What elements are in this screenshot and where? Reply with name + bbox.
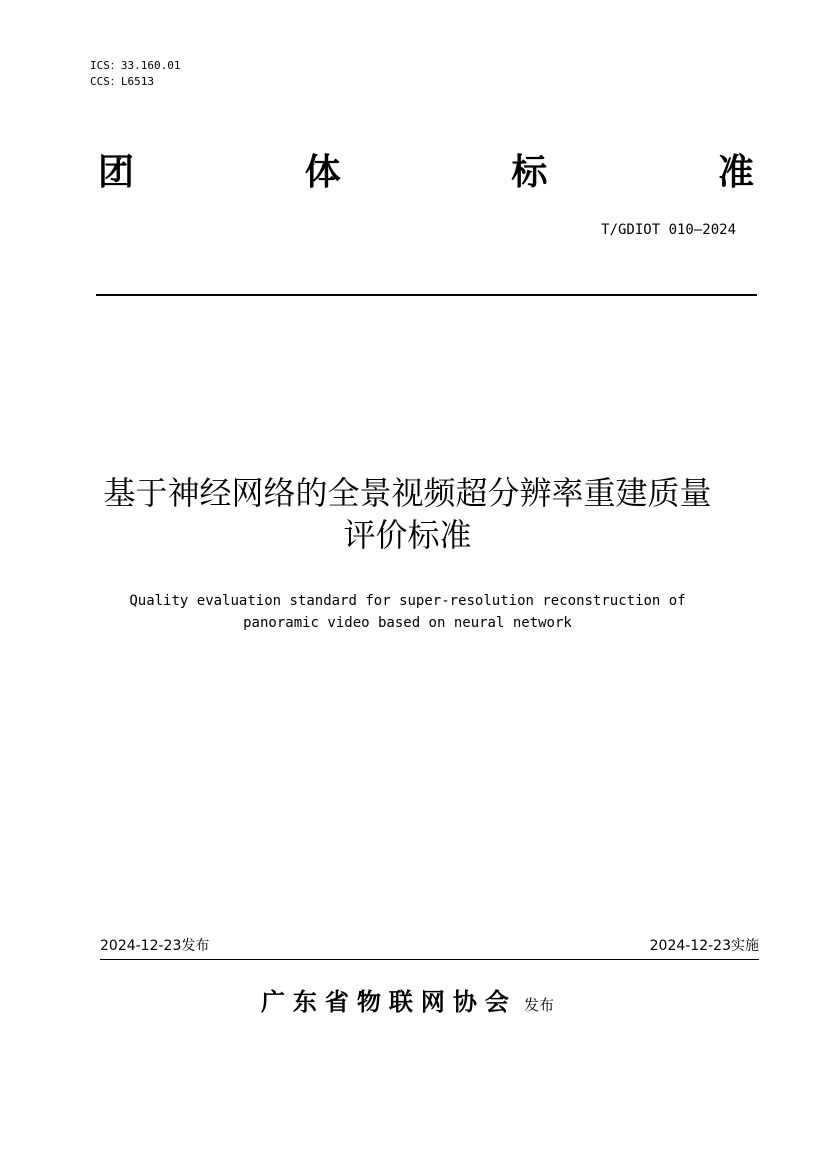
english-title-line: panoramic video based on neural network [243,615,572,631]
english-title-line: Quality evaluation standard for super-resolution reconstruction of [129,593,686,609]
publisher-line [40,982,775,1017]
english-title [40,590,775,634]
ccs-code: CCS：L6513 [90,75,154,88]
doc-type-char: 准 [717,151,754,193]
chinese-title-line: 基于神经网络的全景视频超分辨率重建质量 [103,474,712,512]
chinese-title-line: 评价标准 [343,516,472,554]
header-divider [96,294,757,296]
chinese-title [40,472,775,556]
publish-date: 2024-12-23发布 [100,938,210,954]
doc-type-char: 团 [98,151,135,193]
publisher-suffix: 发布 [524,996,555,1014]
implement-date: 2024-12-23实施 [649,938,759,954]
ics-code: ICS：33.160.01 [90,59,181,72]
doc-type-char: 标 [511,151,548,193]
document-number: T/GDIOT 010—2024 [601,222,736,238]
publisher-name: 广东省物联网协会 [260,987,517,1016]
classification-codes [90,58,180,90]
document-type-heading [98,148,754,196]
date-row [100,936,759,960]
doc-type-char: 体 [304,151,341,193]
